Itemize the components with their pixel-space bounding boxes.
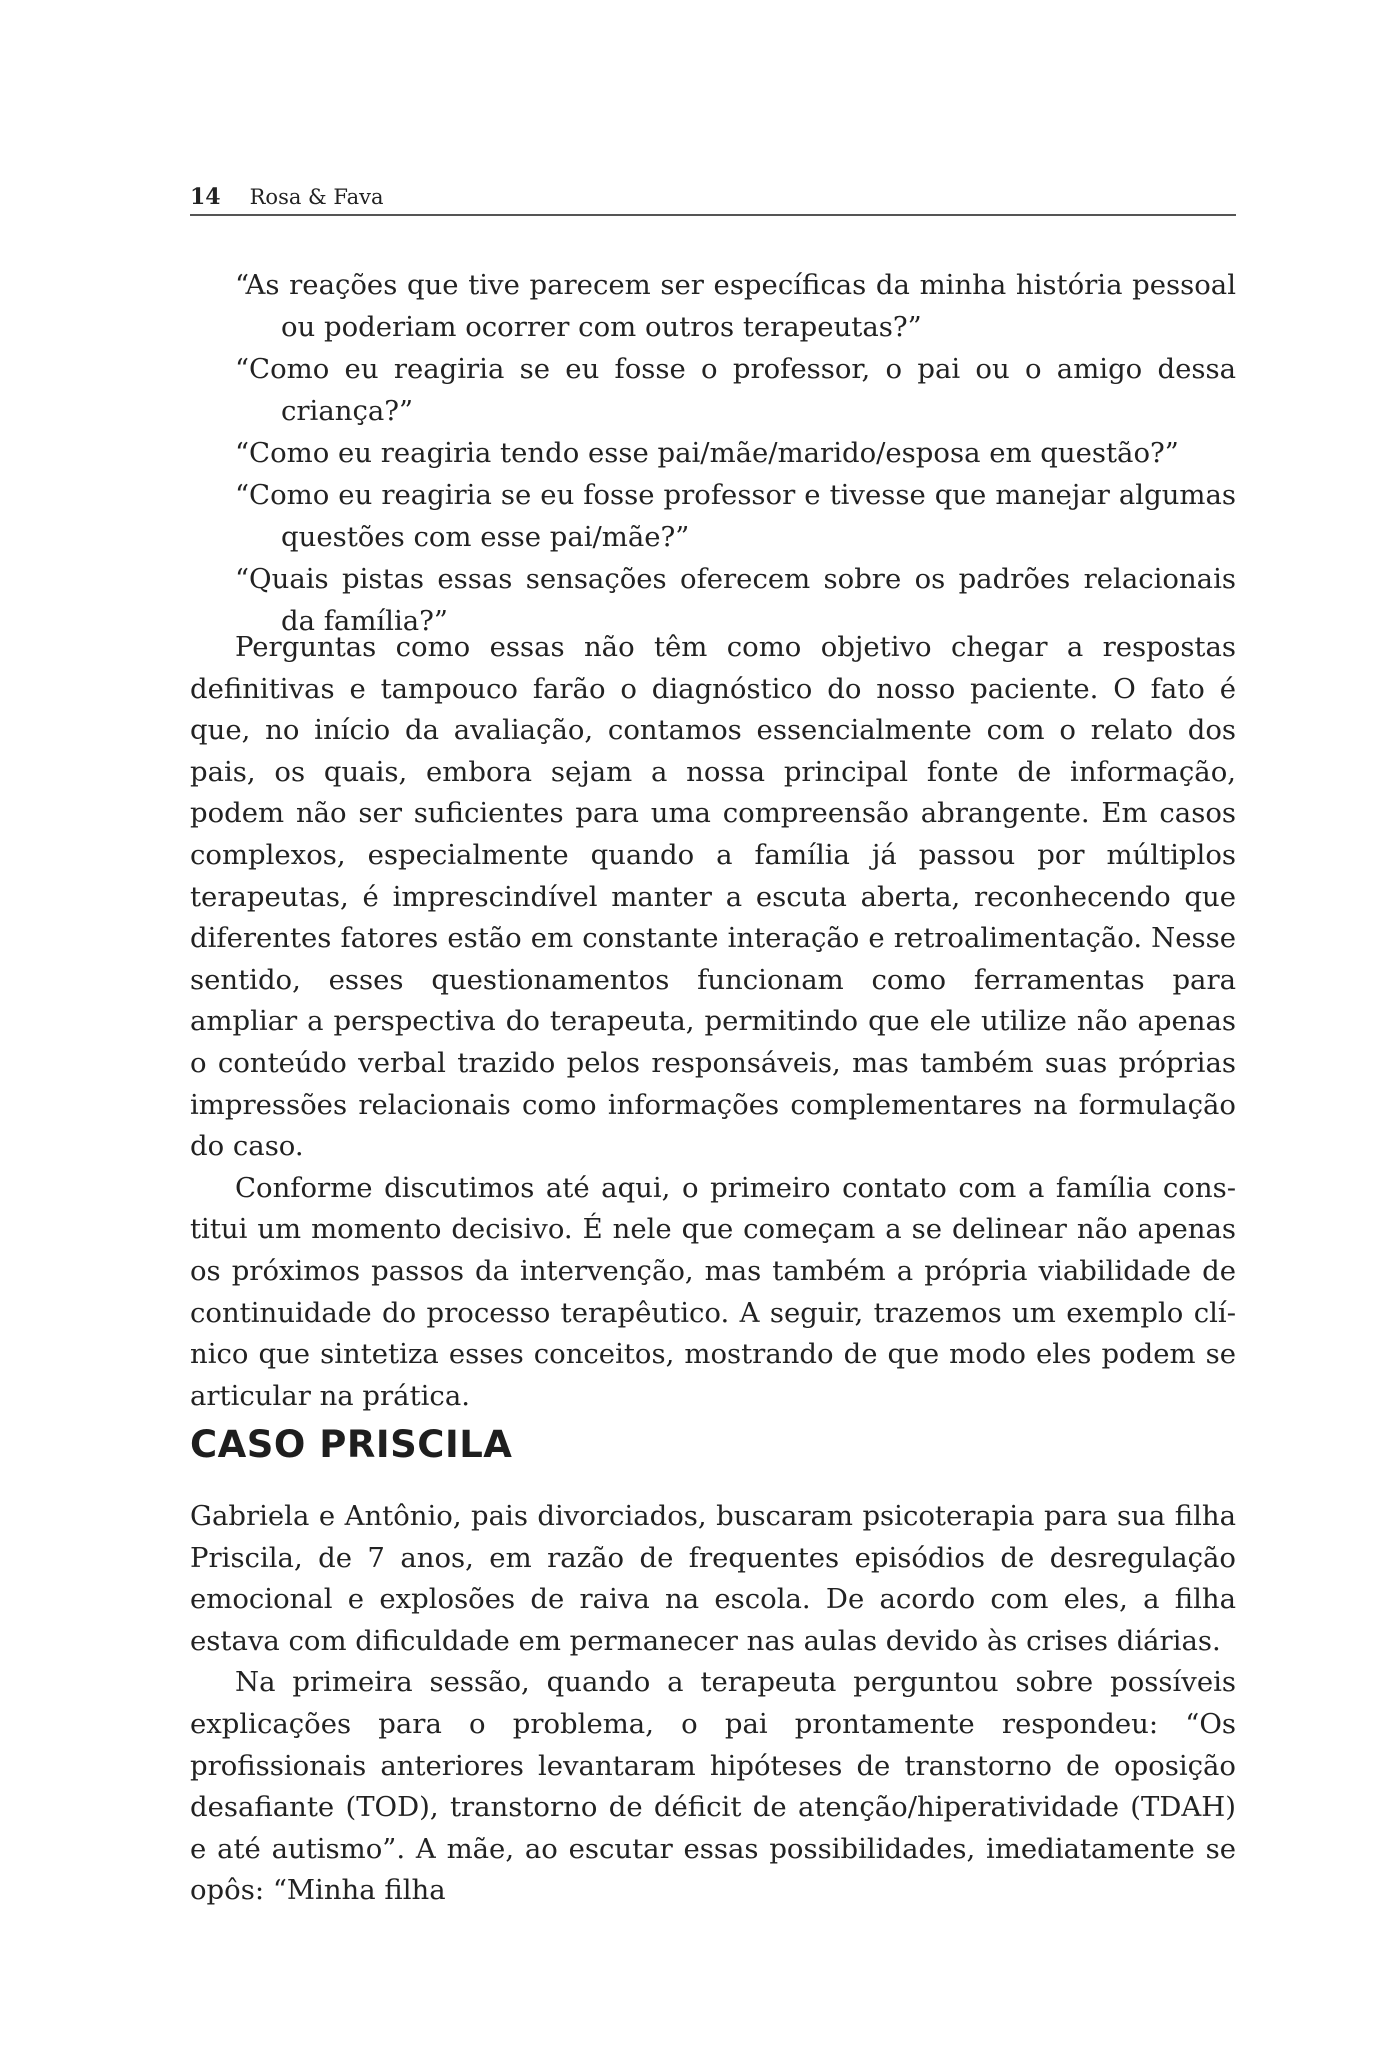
section-heading: CASO PRISCILA (190, 1423, 513, 1466)
page-number: 14 (190, 184, 221, 210)
reflection-question: “Como eu reagiria se eu fosse professor e tivesse que manejar algumas questões com esse pai/mãe?” (235, 479, 1236, 553)
section-paragraph: Na primeira sessão, quando a terapeuta perguntou sobre possíveis explicações para o problema, o pai prontamente respondeu: “Os profissionais anteriores levantaram hipóteses de transtorno de oposição desafiante (TOD), transtorno de déficit de atenção/hiperatividade (TDAH) e até autismo”. A mãe, ao escutar essas possibilidades, imediatamente se opôs: “Minha filha (190, 1666, 1236, 1907)
book-page (190, 0, 1236, 2063)
running-head (190, 180, 1236, 216)
running-head-authors: Rosa & Fava (249, 185, 384, 209)
body-paragraph: Conforme discutimos até aqui, o primeiro contato com a família constitui um momento decisivo. É nele que começam a se delinear não apenas os próximos passos da intervenção, mas também a própria viabilidade de continuidade do processo terapêutico. A seguir, trazemos um exemplo clínico que sintetiza esses conceitos, mostrando de que modo eles podem se articular na prática. (190, 1171, 1236, 1412)
section-text-block (190, 1496, 1236, 1912)
reflection-question: “Como eu reagiria tendo esse pai/mãe/marido/esposa em questão?” (235, 437, 1179, 469)
reflection-questions-list (235, 264, 1236, 642)
reflection-question: “Como eu reagiria se eu fosse o professor, o pai ou o amigo dessa criança?” (235, 353, 1236, 427)
body-text-block (190, 627, 1236, 1417)
reflection-question: “As reações que tive parecem ser específicas da minha história pessoal ou poderiam ocorrer com outros terapeutas?” (235, 269, 1236, 343)
reflection-question: “Quais pistas essas sensações oferecem sobre os padrões relacionais da família?” (235, 563, 1236, 637)
section-paragraph: Gabriela e Antônio, pais divorciados, buscaram psicoterapia para sua filha Priscila, de 7 anos, em razão de frequentes episódios de desregulação emocional e explosões de raiva na escola. De acordo com eles, a filha estava com dificuldade em permanecer nas aulas devido às crises diárias. (190, 1500, 1236, 1657)
body-paragraph: Perguntas como essas não têm como objetivo chegar a respostas definitivas e tampouco farão o diagnóstico do nosso paciente. O fato é que, no início da avaliação, contamos essencialmente com o relato dos pais, os quais, embora sejam a nossa principal fonte de informação, podem não ser suficientes para uma compreensão abrangente. Em casos complexos, especialmente quando a família já passou por múltiplos terapeutas, é imprescindível manter a escuta aberta, reconhecendo que diferentes fatores estão em constante interação e retroalimentação. Nesse sentido, esses questionamentos funcionam como ferramentas para ampliar a perspectiva do terapeuta, permitindo que ele utilize não apenas o conteúdo verbal trazido pelos responsáveis, mas também suas próprias impressões relacionais como informações complementares na formulação do caso. (190, 631, 1236, 1163)
